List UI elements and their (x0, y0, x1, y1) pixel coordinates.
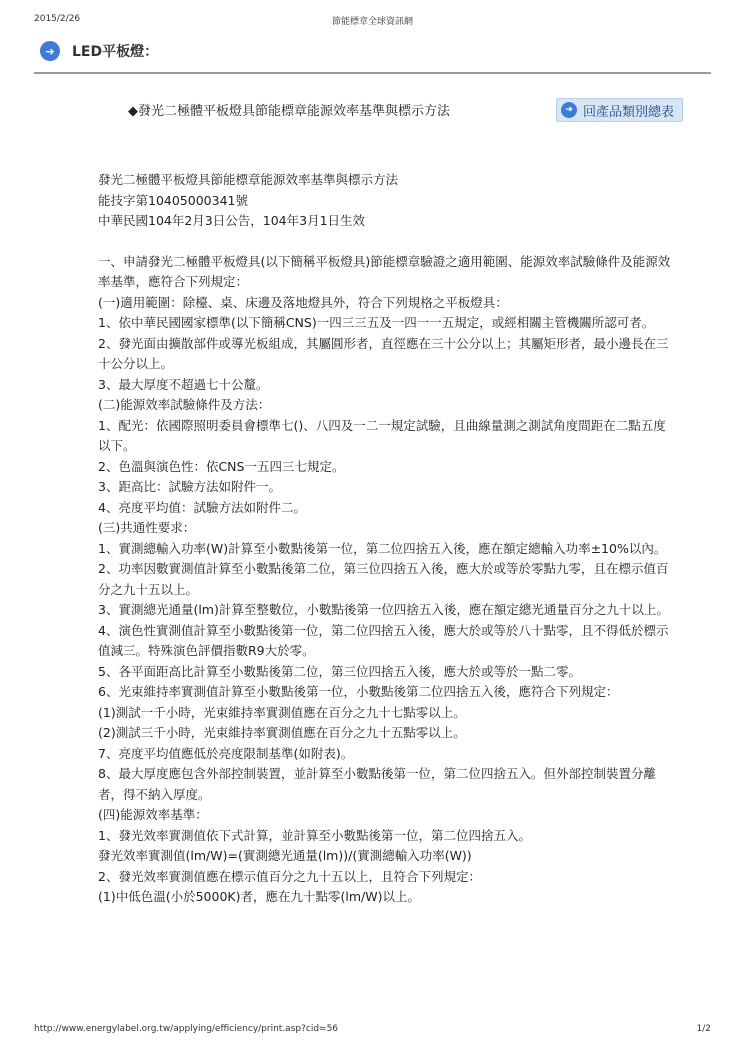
body-paragraph: (三)共通性要求： (98, 520, 196, 535)
body-paragraph: 2、發光面由擴散部件或導光板組成，其屬圓形者，直徑應在三十公分以上；其屬矩形者，最小邊長在三十公分以上。 (98, 335, 669, 371)
body-paragraph: (2)測試三千小時，光束維持率實測值應在百分之九十五點零以上。 (98, 725, 466, 740)
body-paragraph: 1、依中華民國國家標準(以下簡稱CNS)一四三三五及一四一一五規定，或經相關主管機關所認可者。 (98, 315, 655, 330)
back-to-product-list-label: 回產品類別總表 (583, 104, 675, 120)
body-paragraph: 8、最大厚度應包含外部控制裝置，並計算至小數點後第一位，第二位四捨五入。但外部控制裝置分離者，得不納入厚度。 (98, 766, 656, 802)
print-header (34, 14, 711, 28)
body-paragraph: 1、發光效率實測值依下式計算，並計算至小數點後第一位，第二位四捨五入。 (98, 827, 531, 843)
body-paragraph: 3、實測總光通量(lm)計算至整數位，小數點後第一位四捨五入後，應在額定總光通量百分之九十以上。 (98, 602, 669, 617)
body-paragraph: 2、發光效率實測值應在標示值百分之九十五以上，且符合下列規定： (98, 868, 481, 884)
body-paragraph: 4、演色性實測值計算至小數點後第一位，第二位四捨五入後，應大於或等於八十點零，且不得低於標示值減三。特殊演色評價指數R9大於零。 (98, 622, 669, 658)
intro-line: 能技字第10405000341號 (98, 192, 248, 208)
document-heading: ◆發光二極體平板燈具節能標章能源效率基準與標示方法 (128, 104, 450, 119)
print-page-title: 節能標章全球資訊網 (331, 17, 413, 27)
body-paragraph: 3、最大厚度不超過七十公釐。 (98, 376, 269, 392)
body-paragraph: 7、亮度平均值應低於亮度限制基準(如附表)。 (98, 745, 354, 761)
spacer (98, 232, 672, 252)
body-paragraph: (二)能源效率試驗條件及方法： (98, 397, 271, 412)
print-url: http://www.energylabel.org.tw/applying/efficiency/print.asp?cid=56 (34, 1024, 339, 1034)
arrow-right-circle-icon: ➜ (561, 102, 577, 118)
body-paragraph: 2、功率因數實測值計算至小數點後第二位，第三位四捨五入後，應大於或等於零點九零，且在標示值百分之九十五以上。 (98, 561, 669, 597)
document-content (98, 170, 672, 908)
body-paragraph: 發光效率實測值(lm/W)=(實測總光通量(lm))/(實測總輸入功率(W)) (98, 848, 472, 863)
section-header (40, 40, 158, 62)
page-number: 1/2 (696, 1024, 711, 1034)
body-paragraph: (四)能源效率基準： (98, 807, 208, 822)
body-paragraph: (1)測試一千小時，光束維持率實測值應在百分之九十七點零以上。 (98, 704, 466, 720)
body-paragraph: 1、配光：依國際照明委員會標準七()、八四及一二一規定試驗，且曲線量測之測試角度間距在二點五度以下。 (98, 417, 666, 453)
print-date: 2015/2/26 (34, 14, 81, 24)
back-to-product-list-button[interactable] (556, 98, 683, 122)
intro-line: 中華民國104年2月3日公告，104年3月1日生效 (98, 213, 366, 228)
body-paragraph: 4、亮度平均值：試驗方法如附件二。 (98, 499, 306, 515)
intro-line: 發光二極體平板燈具節能標章能源效率基準與標示方法 (98, 172, 399, 187)
body-paragraph: (1)中低色溫(小於5000K)者，應在九十點零(lm/W)以上。 (98, 889, 420, 904)
print-footer (34, 1024, 711, 1038)
body-paragraph: 3、距高比：試驗方法如附件一。 (98, 479, 281, 494)
body-paragraph: 6、光束維持率實測值計算至小數點後第一位，小數點後第二位四捨五入後，應符合下列規定： (98, 684, 619, 699)
body-paragraph: 2、色溫與演色性：依CNS一五四三七規定。 (98, 458, 345, 474)
section-divider (34, 72, 711, 74)
arrow-right-circle-icon: ➜ (40, 41, 60, 61)
body-paragraph: (一)適用範圍：除檯、桌、床邊及落地燈具外，符合下列規格之平板燈具： (98, 294, 508, 310)
body-paragraph: 一、申請發光二極體平板燈具(以下簡稱平板燈具)節能標章驗證之適用範圍、能源效率試驗條件及能源效率基準，應符合下列規定： (98, 253, 671, 289)
body-paragraph: 5、各平面距高比計算至小數點後第二位，第三位四捨五入後，應大於或等於一點二零。 (98, 663, 581, 679)
body-paragraph: 1、實測總輸入功率(W)計算至小數點後第一位，第二位四捨五入後，應在額定總輸入功率±10%以內。 (98, 540, 667, 556)
section-title: LED平板燈： (72, 44, 159, 60)
